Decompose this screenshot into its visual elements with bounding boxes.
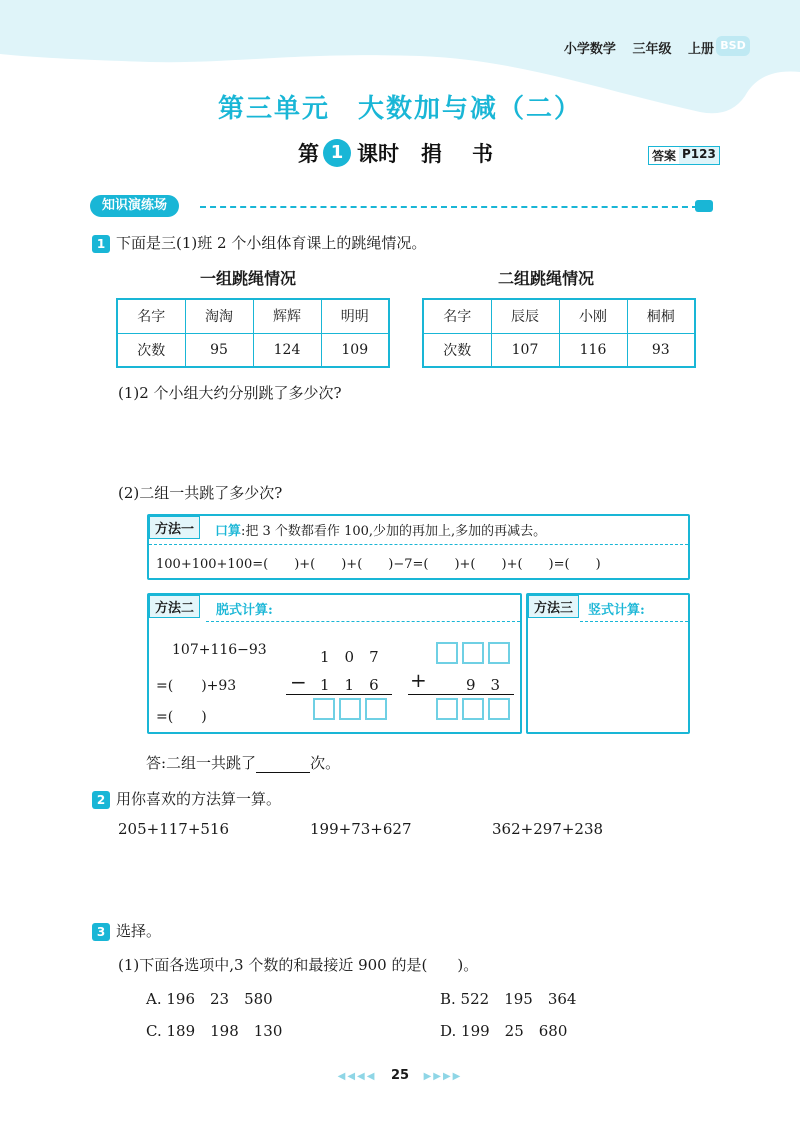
answer-square[interactable] — [365, 698, 387, 720]
answer-blank[interactable] — [256, 759, 310, 773]
answer-suffix: 次。 — [310, 754, 341, 772]
banner-divider — [200, 206, 698, 208]
answer-label: 答案 — [649, 147, 679, 164]
answer-reference — [648, 146, 720, 165]
sub-question-2: (2)二组一共跳了多少次? — [118, 484, 283, 502]
option-d[interactable]: D. 199 25 680 — [440, 1022, 568, 1040]
table1-title: 一组跳绳情况 — [200, 269, 297, 288]
page-footer — [0, 1068, 800, 1083]
sub-question-1: (1)2 个小组大约分别跳了多少次? — [118, 384, 342, 402]
table-cell: 小刚 — [559, 299, 627, 333]
section-banner: 知识演练场 — [90, 195, 179, 217]
table2-title: 二组跳绳情况 — [498, 269, 595, 288]
question-2 — [92, 788, 281, 809]
answer-square[interactable] — [488, 642, 510, 664]
unit-title: 第三单元 大数加与减（二） — [217, 94, 582, 124]
lesson-prefix: 第 — [298, 142, 319, 166]
answer-prefix: 答:二组一共跳了 — [146, 754, 257, 772]
method3-tag: 方法三 — [528, 595, 579, 618]
method3-hint-label: 竖式计算: — [588, 603, 645, 618]
table-cell: 次数 — [117, 333, 185, 367]
page-number: 25 — [390, 1068, 410, 1083]
table-cell: 124 — [253, 333, 321, 367]
method2-line1: 107+116−93 — [172, 642, 267, 658]
option-a[interactable]: A. 196 23 580 — [146, 990, 273, 1008]
table-row — [423, 299, 695, 333]
table-cell: 桐桐 — [627, 299, 695, 333]
vertical-line — [408, 694, 514, 695]
table-cell: 辰辰 — [491, 299, 559, 333]
table-cell: 明明 — [321, 299, 389, 333]
method1-tag: 方法一 — [149, 516, 200, 539]
vertical-top-number: 1 0 7 — [320, 648, 379, 666]
minus-sign: − — [290, 670, 307, 694]
answer-square[interactable] — [436, 698, 458, 720]
table1 — [116, 298, 390, 368]
table-cell: 107 — [491, 333, 559, 367]
table-row — [117, 333, 389, 367]
lesson-number-badge: 1 — [323, 139, 351, 167]
table-cell: 95 — [185, 333, 253, 367]
method2-divider — [206, 621, 520, 622]
method2-hint-label: 脱式计算: — [216, 603, 273, 618]
question-number: 2 — [92, 791, 110, 809]
question-number: 3 — [92, 923, 110, 941]
table-cell: 次数 — [423, 333, 491, 367]
answer-square[interactable] — [488, 698, 510, 720]
vertical-subtrahend: 1 1 6 — [320, 676, 379, 694]
q3-sub-question-1: (1)下面各选项中,3 个数的和最接近 900 的是( )。 — [118, 956, 479, 974]
question-1 — [92, 232, 426, 253]
breadcrumb — [552, 38, 714, 57]
table-cell: 淘淘 — [185, 299, 253, 333]
method1-hint-text: :把 3 个数都看作 100,少加的再加上,多加的再减去。 — [241, 524, 547, 539]
table-cell: 116 — [559, 333, 627, 367]
method1-expression[interactable]: 100+100+100=( )+( )+( )−7=( )+( )+( )=( ) — [156, 557, 601, 572]
question-text: 下面是三(1)班 2 个小组体育课上的跳绳情况。 — [116, 234, 427, 252]
left-arrows-icon: ◀◀◀◀ — [337, 1071, 377, 1082]
answer-square[interactable] — [462, 642, 484, 664]
method1-divider — [149, 544, 688, 545]
subject-label: 小学数学 — [563, 42, 616, 57]
pencil-icon — [695, 200, 713, 212]
question-text: 选择。 — [116, 922, 162, 940]
method2-line3[interactable]: =( ) — [156, 709, 207, 725]
lesson-name: 捐书 — [421, 142, 523, 166]
answer-square[interactable] — [313, 698, 335, 720]
edition-badge: BSD — [716, 36, 750, 56]
vertical-line — [286, 694, 392, 695]
vertical-addend: 9 3 — [466, 676, 501, 694]
answer-square[interactable] — [436, 642, 458, 664]
method2-hint — [216, 599, 273, 618]
expression: 199+73+627 — [310, 820, 412, 838]
method1-hint-label: 口算 — [215, 524, 242, 539]
method3-divider — [580, 621, 688, 622]
volume-label: 上册 — [687, 42, 714, 57]
table-cell: 辉辉 — [253, 299, 321, 333]
right-arrows-icon: ▶▶▶▶ — [423, 1071, 463, 1082]
question-text: 用你喜欢的方法算一算。 — [116, 790, 282, 808]
table2 — [422, 298, 696, 368]
question-3 — [92, 920, 161, 941]
expression: 205+117+516 — [118, 820, 230, 838]
lesson-suffix: 课时 — [357, 142, 399, 166]
answer-page: P123 — [679, 147, 719, 164]
table-cell: 名字 — [423, 299, 491, 333]
question-number: 1 — [92, 235, 110, 253]
method3-hint — [588, 599, 645, 618]
table-row — [117, 299, 389, 333]
expression: 362+297+238 — [492, 820, 604, 838]
q1-answer-line — [146, 752, 340, 773]
plus-sign: + — [410, 668, 427, 692]
table-row — [423, 333, 695, 367]
method2-tag: 方法二 — [149, 595, 200, 618]
option-c[interactable]: C. 189 198 130 — [146, 1022, 283, 1040]
table-cell: 名字 — [117, 299, 185, 333]
grade-label: 三年级 — [632, 42, 672, 57]
answer-square[interactable] — [339, 698, 361, 720]
table-cell: 93 — [627, 333, 695, 367]
method1-hint — [215, 520, 546, 539]
answer-square[interactable] — [462, 698, 484, 720]
lesson-title — [298, 138, 523, 168]
option-b[interactable]: B. 522 195 364 — [440, 990, 577, 1008]
table-cell: 109 — [321, 333, 389, 367]
method2-line2[interactable]: =( )+93 — [156, 678, 237, 694]
